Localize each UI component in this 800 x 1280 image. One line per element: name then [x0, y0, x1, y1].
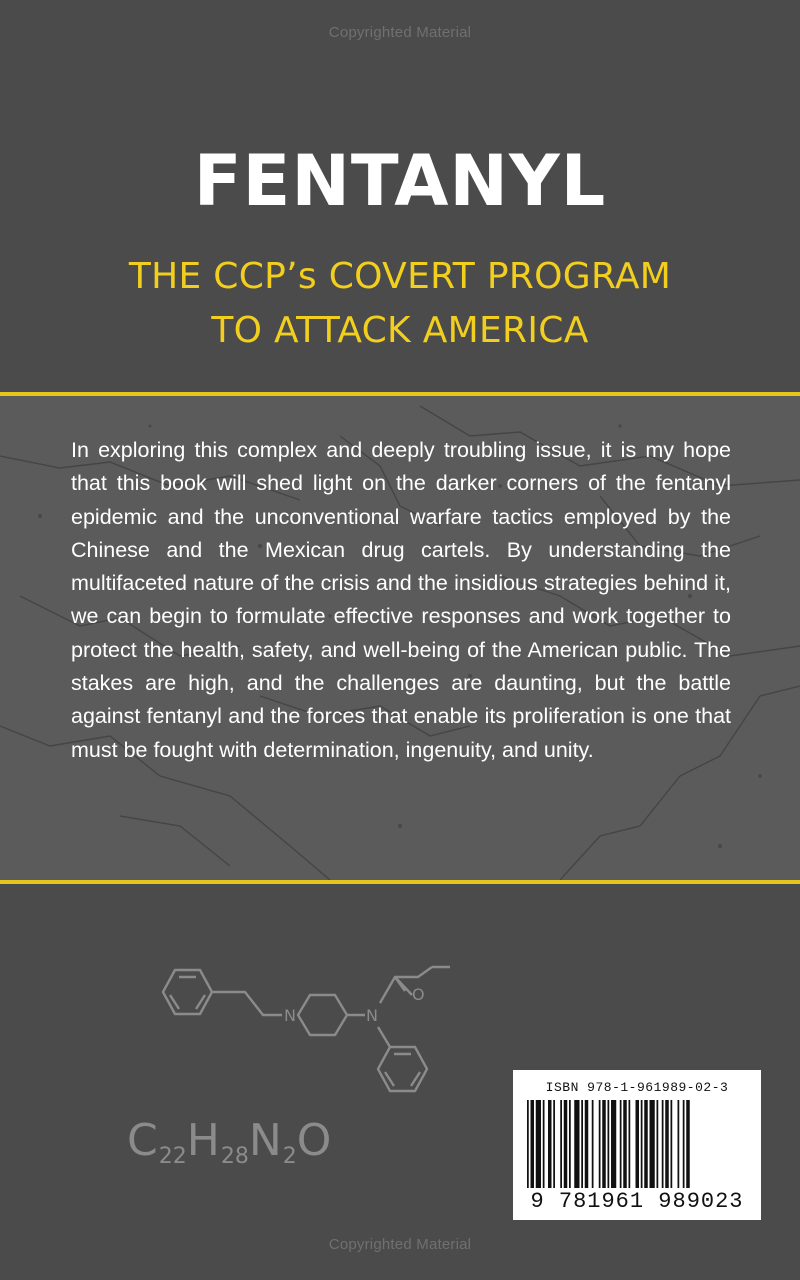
barcode-bar — [671, 1100, 673, 1188]
chemical-formula — [127, 1115, 332, 1169]
barcode-bar — [543, 1100, 545, 1188]
barcode-number: 9 781961 989023 — [530, 1189, 744, 1214]
isbn-barcode — [513, 1070, 761, 1220]
barcode-bar — [641, 1100, 643, 1188]
barcode-bar — [527, 1100, 529, 1188]
copyright-watermark-top: Copyrighted Material — [328, 24, 472, 41]
book-subtitle — [0, 250, 800, 358]
copyright-watermark-bottom: Copyrighted Material — [328, 1236, 472, 1253]
barcode-bar — [564, 1100, 568, 1188]
barcode-bar — [629, 1100, 631, 1188]
barcode-bar — [560, 1100, 562, 1188]
barcode-bar — [602, 1100, 606, 1188]
formula-n: N — [248, 1115, 283, 1166]
barcode-bar — [683, 1100, 685, 1188]
barcode-bar — [686, 1100, 690, 1188]
book-title: FENTANYL — [193, 140, 607, 222]
isbn-label: ISBN 978-1-961989-02-3 — [545, 1080, 729, 1095]
barcode-bar — [553, 1100, 555, 1188]
formula-c: C — [127, 1115, 159, 1166]
barcode-bar — [585, 1100, 589, 1188]
back-cover-blurb: In exploring this complex and deeply troubling issue, it is my hope that this book will shed light on the darker corners of the fentanyl epidemic and the unconventional warfare tactics employed by the Chinese and the Mexican drug cartels. By understanding the multifaceted nature of the crisis and the insidious strategies behind it, we can begin to formulate effective responses and work together to protect the health, safety, and well-being of the American public. The stakes are high, and the challenges are daunting, but the battle against fentanyl and the forces that enable its proliferation is one that must be fought with determination, ingenuity, and unity. — [71, 438, 731, 762]
barcode-bar — [599, 1100, 601, 1188]
barcode-bar — [569, 1100, 571, 1188]
barcode-bar — [662, 1100, 664, 1188]
barcode-bar — [636, 1100, 640, 1188]
barcode-bar — [650, 1100, 655, 1188]
barcode-bar — [548, 1100, 552, 1188]
barcode-bar — [665, 1100, 669, 1188]
formula-c-sub: 22 — [158, 1144, 187, 1169]
piperidine-ring — [298, 995, 347, 1035]
formula-h: H — [186, 1115, 221, 1166]
barcode-bar — [657, 1100, 659, 1188]
barcode-bar — [620, 1100, 622, 1188]
barcode-bar — [536, 1100, 541, 1188]
barcode-bar — [574, 1100, 579, 1188]
barcode-bar — [623, 1100, 627, 1188]
blurb-band — [0, 392, 800, 884]
barcode-bar — [678, 1100, 680, 1188]
barcode-bar — [608, 1100, 610, 1188]
subtitle-line-2: TO ATTACK AMERICA — [211, 310, 589, 351]
atom-label-n1: N — [284, 1006, 296, 1025]
barcode-bar — [611, 1100, 616, 1188]
barcode-bar — [644, 1100, 648, 1188]
atom-label-o: O — [412, 985, 425, 1004]
barcode-bar — [531, 1100, 535, 1188]
fentanyl-structure-diagram — [150, 955, 450, 1105]
barcode-bar — [592, 1100, 594, 1188]
barcode-bars — [527, 1100, 747, 1190]
formula-o: O — [296, 1115, 333, 1166]
atom-label-n2: N — [366, 1006, 378, 1025]
formula-h-sub: 28 — [220, 1144, 249, 1169]
formula-n-sub: 2 — [282, 1144, 297, 1169]
subtitle-line-1: THE CCP’s COVERT PROGRAM — [128, 256, 672, 297]
barcode-bar — [581, 1100, 583, 1188]
